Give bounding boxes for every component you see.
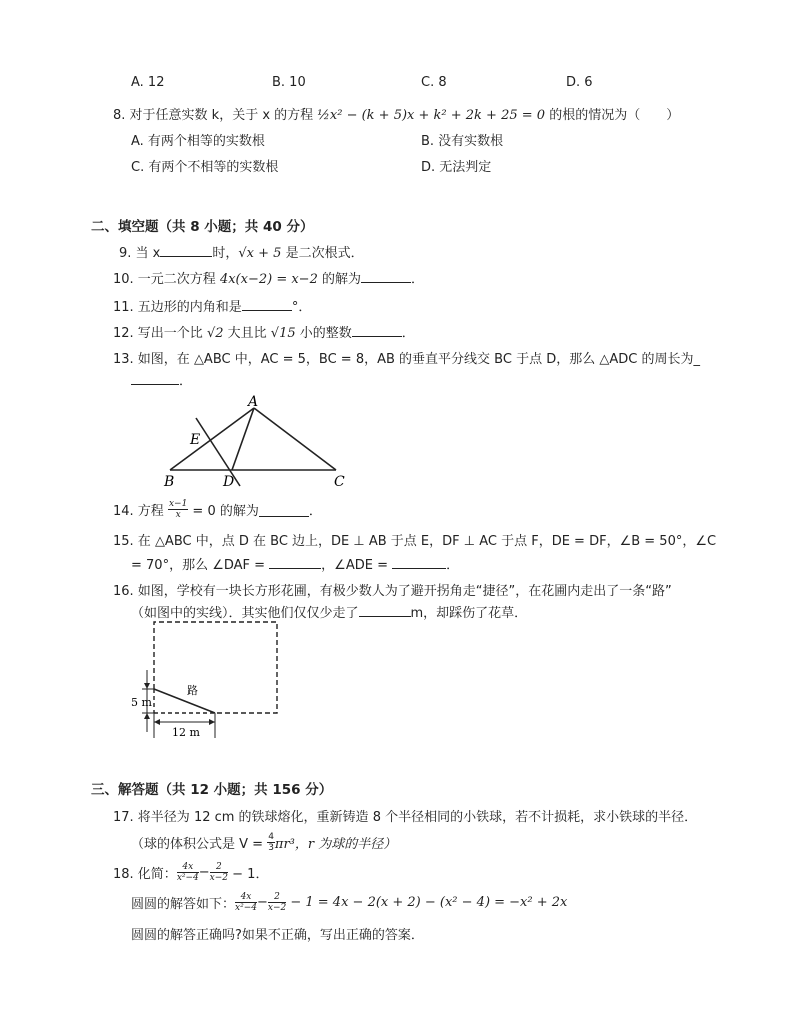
q18-answer-tail: − 1 = 4x − 2(x + 2) − (x² − 4) = −x² + 2x bbox=[286, 895, 568, 910]
garden-outline bbox=[154, 622, 277, 713]
q10-blank[interactable] bbox=[361, 269, 411, 283]
q18-f1-den: x²−4 bbox=[176, 873, 199, 883]
q13-triangle-figure bbox=[120, 388, 390, 492]
width-label: 12 m bbox=[172, 726, 200, 739]
q11-blank[interactable] bbox=[242, 297, 292, 311]
q18-tail: − 1． bbox=[228, 867, 269, 882]
road-label: 路 bbox=[187, 684, 198, 697]
q14-frac-num: x−1 bbox=[168, 499, 188, 509]
q8-stem-pre: 8. 对于任意实数 k，关于 x 的方程 bbox=[113, 108, 318, 123]
segment-ad bbox=[232, 408, 254, 470]
q15-blank-1[interactable] bbox=[269, 555, 321, 569]
q12-end: ． bbox=[401, 326, 415, 341]
q17-line2 bbox=[131, 832, 396, 856]
q12-radical-1: √2 bbox=[206, 326, 224, 341]
q10-post: 的解为 bbox=[317, 272, 361, 287]
q18-answer-minus: − bbox=[256, 895, 268, 910]
question-18 bbox=[113, 862, 268, 886]
q17-frac-den: 3 bbox=[268, 843, 274, 853]
q18-a-f1-den: x²−4 bbox=[235, 903, 257, 913]
label-e: E bbox=[190, 432, 201, 448]
q13-line2 bbox=[131, 370, 192, 389]
q14-mid: = 0 的解为 bbox=[188, 504, 259, 519]
q13-blank[interactable] bbox=[131, 371, 179, 385]
q12-post: 小的整数 bbox=[295, 326, 352, 341]
question-8 bbox=[113, 104, 679, 123]
q9-blank[interactable] bbox=[160, 243, 212, 257]
option-d: D. 6 bbox=[566, 75, 593, 90]
q18-a-f2-num: 2 bbox=[268, 892, 286, 903]
q14-frac-den: x bbox=[175, 510, 181, 520]
q16-blank[interactable] bbox=[359, 603, 411, 617]
q17-fraction bbox=[267, 832, 275, 853]
q9-mid: 时， bbox=[212, 246, 239, 261]
q16-line2b: m，却踩伤了花草． bbox=[410, 606, 528, 621]
q9-pre: 9. 当 x bbox=[119, 246, 161, 261]
height-label: 5 m bbox=[131, 696, 152, 709]
option-c: C. 8 bbox=[421, 75, 447, 90]
q18-a-f1-num: 4x bbox=[235, 892, 257, 903]
q18-minus: − bbox=[198, 865, 210, 880]
section-title-solve: 三、解答题（共 12 小题；共 156 分） bbox=[91, 782, 333, 798]
question-17: 17. 将半径为 12 cm 的铁球熔化，重新铸造 8 个半径相同的小铁球，若不计损耗，求小铁球的半径． bbox=[113, 810, 698, 825]
q18-f1-num: 4x bbox=[177, 862, 199, 873]
q18-answer-fraction-2 bbox=[268, 892, 286, 913]
q8-option-c: C. 有两个不相等的实数根 bbox=[131, 160, 279, 175]
segment-ab bbox=[170, 408, 254, 470]
q14-end: ． bbox=[308, 504, 322, 519]
q14-blank[interactable] bbox=[259, 503, 309, 517]
q12-pre: 12. 写出一个比 bbox=[113, 326, 207, 341]
q10-equation: 4x(x−2) = x−2 bbox=[219, 272, 318, 287]
question-14 bbox=[113, 499, 322, 523]
q18-f2-den: x−2 bbox=[209, 873, 229, 883]
shortcut-road bbox=[154, 689, 215, 713]
q17-line2a: （球的体积公式是 V = bbox=[131, 837, 268, 852]
q18-question: 圆圆的解答正确吗?如果不正确，写出正确的答案． bbox=[131, 928, 424, 943]
q17-line2b: πr³，r 为球的半径） bbox=[274, 837, 397, 852]
q12-radical-2: √15 bbox=[270, 326, 296, 341]
q18-answer-fraction-1 bbox=[235, 892, 257, 913]
q18-answer-pre: 圆圆的解答如下： bbox=[131, 897, 236, 912]
q15-blank-2[interactable] bbox=[392, 555, 446, 569]
q8-equation: ½x² − (k + 5)x + k² + 2k + 25 = 0 bbox=[317, 108, 546, 123]
question-15: 15. 在 △ABC 中，点 D 在 BC 边上，DE ⊥ AB 于点 E，DF ⊥ AC 于点 F，DE = DF，∠B = 50°，∠C bbox=[113, 534, 717, 549]
q18-fraction-1 bbox=[177, 862, 199, 883]
q14-fraction bbox=[168, 499, 188, 520]
height-arrow-bottom bbox=[144, 713, 150, 719]
segment-ac bbox=[254, 408, 336, 470]
label-a: A bbox=[248, 394, 259, 410]
q12-mid: 大且比 bbox=[223, 326, 271, 341]
q15-line2b: ，∠ADE = bbox=[321, 558, 393, 573]
question-10 bbox=[113, 268, 424, 287]
option-a: A. 12 bbox=[131, 75, 165, 90]
q8-option-b: B. 没有实数根 bbox=[421, 134, 504, 149]
q17-frac-num: 4 bbox=[268, 832, 274, 842]
q18-f2-num: 2 bbox=[210, 862, 228, 873]
label-c: C bbox=[334, 474, 345, 490]
q15-line2 bbox=[131, 554, 459, 573]
question-12 bbox=[113, 322, 415, 341]
q8-option-d: D. 无法判定 bbox=[421, 160, 492, 175]
q14-pre: 14. 方程 bbox=[113, 504, 168, 519]
q10-end: ． bbox=[411, 272, 425, 287]
q11-pre: 11. 五边形的内角和是 bbox=[113, 300, 242, 315]
q9-radical: √x + 5 bbox=[238, 246, 282, 261]
question-13: 13. 如图，在 △ABC 中，AC = 5，BC = 8，AB 的垂直平分线交 BC 于点 D，那么 △ADC 的周长为_ bbox=[113, 352, 700, 367]
q13-end: ． bbox=[179, 374, 193, 389]
q15-end: ． bbox=[446, 558, 460, 573]
width-arrow-right bbox=[209, 719, 215, 725]
q15-line2a: = 70°，那么 ∠DAF = bbox=[131, 558, 270, 573]
label-b: B bbox=[164, 474, 175, 490]
q9-post: 是二次根式． bbox=[281, 246, 364, 261]
question-9 bbox=[119, 242, 364, 261]
q16-line2a: （如图中的实线）．其实他们仅仅少走了 bbox=[131, 606, 359, 621]
height-arrow-top bbox=[144, 683, 150, 689]
q18-pre: 18. 化简： bbox=[113, 867, 177, 882]
label-d: D bbox=[223, 474, 235, 490]
option-b: B. 10 bbox=[272, 75, 306, 90]
q18-fraction-2 bbox=[210, 862, 228, 883]
q18-a-f2-den: x−2 bbox=[267, 903, 287, 913]
q8-stem-post: 的根的情况为（ ） bbox=[545, 108, 680, 123]
q8-option-a: A. 有两个相等的实数根 bbox=[131, 134, 265, 149]
section-title-fill-blank: 二、填空题（共 8 小题；共 40 分） bbox=[91, 219, 314, 235]
q10-pre: 10. 一元二次方程 bbox=[113, 272, 220, 287]
width-arrow-left bbox=[154, 719, 160, 725]
q18-answer-line bbox=[131, 892, 567, 916]
q16-garden-figure bbox=[125, 618, 285, 742]
question-11 bbox=[113, 296, 311, 315]
q12-blank[interactable] bbox=[352, 323, 402, 337]
q11-post: °． bbox=[291, 300, 312, 315]
question-16: 16. 如图，学校有一块长方形花圃，有极少数人为了避开拐角走“捷径”，在花圃内走出了一条“路” bbox=[113, 584, 672, 599]
